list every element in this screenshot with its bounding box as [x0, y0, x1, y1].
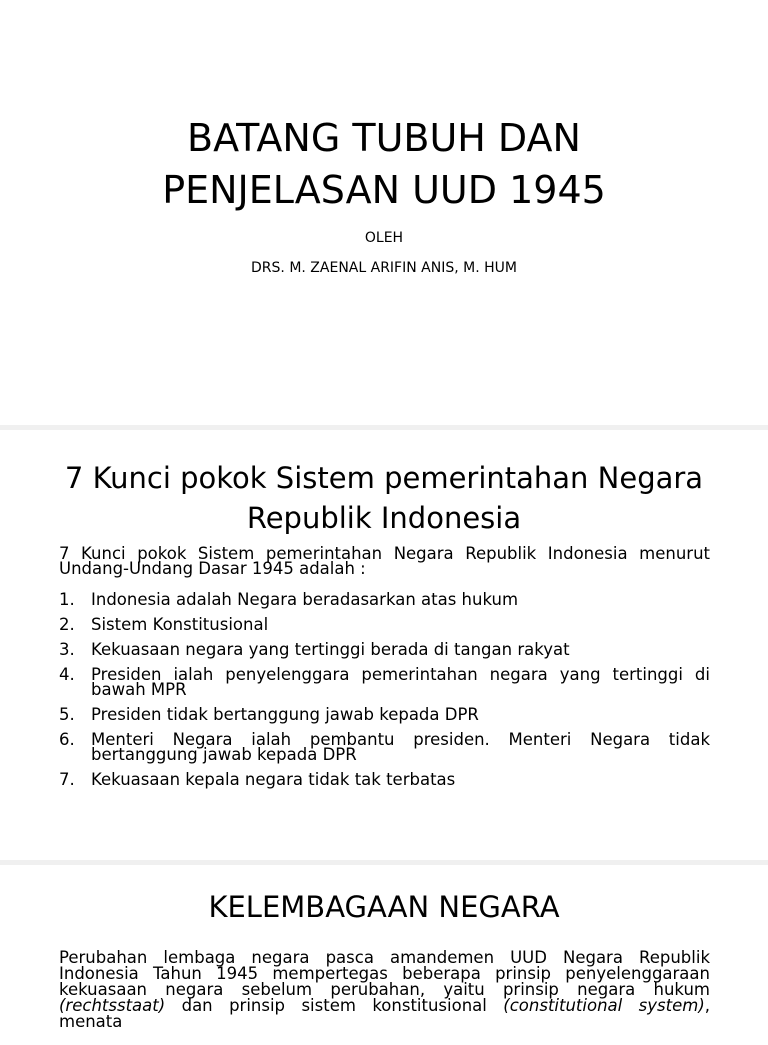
list-item-number: 4.: [59, 665, 75, 684]
list-item-text: Indonesia adalah Negara beradasarkan atas hukum: [91, 590, 519, 609]
intro-text: 7 Kunci pokok Sistem pemerintahan Negara Republik Indonesia menurut Undang-Undang Dasar 1945 adalah :: [59, 544, 710, 578]
by-label: OLEH: [364, 230, 404, 246]
list-item-text: Kekuasaan negara yang tertinggi berada di tangan rakyat: [91, 640, 570, 659]
institutions-slide: [0, 865, 768, 1045]
body-paragraph: [59, 950, 710, 1030]
para-text-2: dan prinsip sistem konstitusional: [165, 996, 504, 1015]
list-item: [59, 732, 710, 762]
para-text-3: , menata: [59, 996, 711, 1031]
list-item-text: Presiden tidak bertanggung jawab kepada DPR: [91, 705, 479, 724]
key-points-list: [59, 592, 710, 797]
list-item-number: 6.: [59, 730, 75, 749]
page-title: [0, 112, 768, 216]
title-line-2: PENJELASAN UUD 1945: [162, 168, 606, 212]
slide-title: KELEMBAGAAN NEGARA: [208, 890, 560, 924]
para-italic-1: (rechtsstaat): [59, 996, 166, 1015]
list-item-number: 7.: [59, 770, 75, 789]
slide-title-line-2: Republik Indonesia: [246, 501, 522, 535]
list-item: [59, 617, 710, 632]
title-slide: [0, 0, 768, 425]
para-text-1: Perubahan lembaga negara pasca amandemen UUD Negara Republik Indonesia Tahun 1945 mempertegas beberapa prinsip penyelenggaraan kekuasaan negara sebelum perubahan, yaitu prinsip negara hukum: [59, 948, 710, 999]
list-item-number: 5.: [59, 705, 75, 724]
slide-title: [40, 458, 728, 538]
list-item-text: Menteri Negara ialah pembantu presiden. Menteri Negara tidak bertanggung jawab kepada DPR: [91, 730, 710, 764]
list-item-number: 3.: [59, 640, 75, 659]
list-item-text: Sistem Konstitusional: [91, 615, 269, 634]
slide-title-line-1: 7 Kunci pokok Sistem pemerintahan Negara: [64, 461, 704, 495]
title-line-1: BATANG TUBUH DAN: [187, 116, 581, 160]
list-item: [59, 592, 710, 607]
list-item-text: Kekuasaan kepala negara tidak tak terbatas: [91, 770, 456, 789]
list-item: [59, 667, 710, 697]
para-italic-2: (constitutional system): [503, 996, 705, 1015]
list-item-number: 1.: [59, 590, 75, 609]
key-points-slide: [0, 430, 768, 860]
list-item-text: Presiden ialah penyelenggara pemerintahan negara yang tertinggi di bawah MPR: [91, 665, 710, 699]
list-item: [59, 642, 710, 657]
list-item-number: 2.: [59, 615, 75, 634]
author-name: DRS. M. ZAENAL ARIFIN ANIS, M. HUM: [251, 260, 517, 276]
list-item: [59, 772, 710, 787]
list-item: [59, 707, 710, 722]
